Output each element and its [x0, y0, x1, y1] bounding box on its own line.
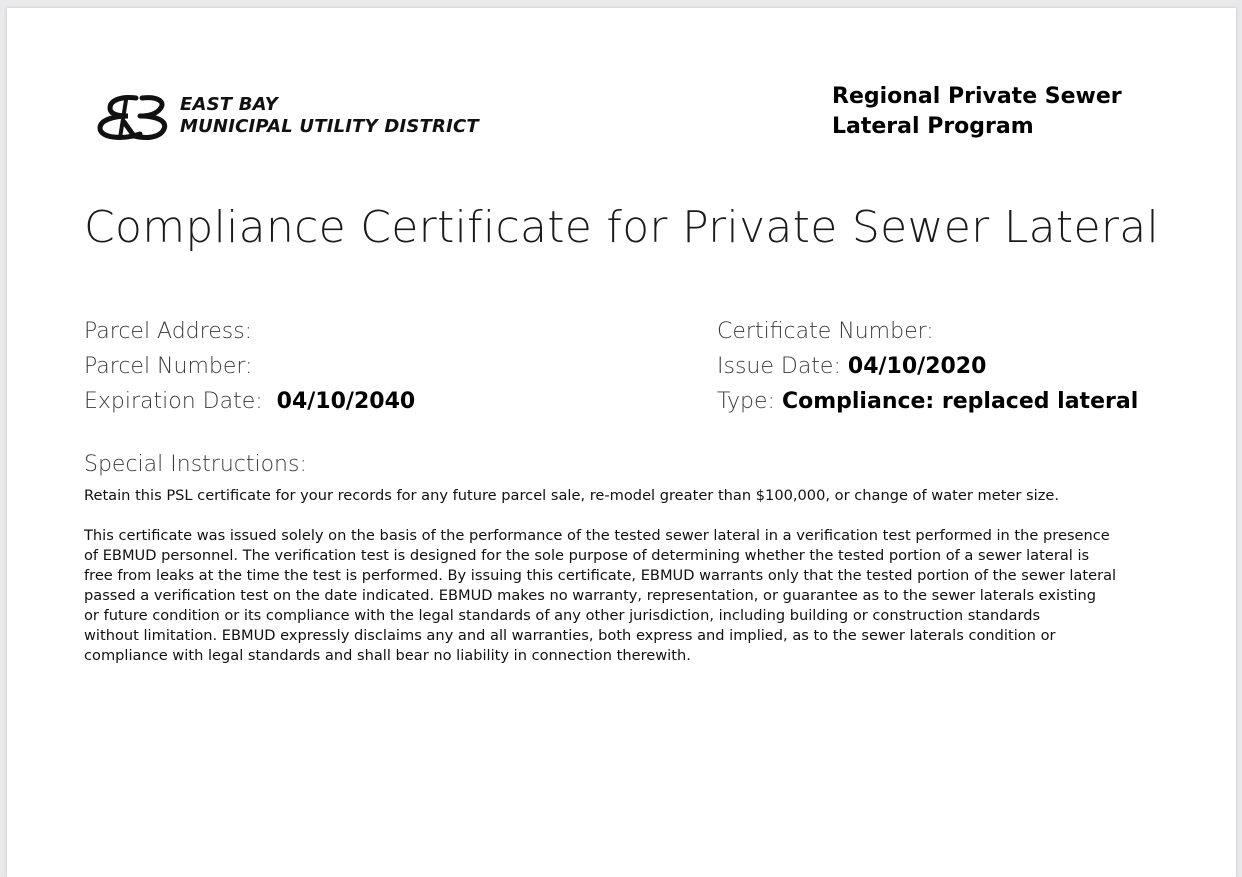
certificate-page	[7, 8, 1236, 877]
parcel-address-field	[84, 314, 415, 349]
disclaimer-line: free from leaks at the time the test is performed. By issuing this certificate, EBMUD warrants only that the tested portion of the sewer lateral	[84, 567, 1117, 584]
type-field	[717, 384, 1138, 419]
disclaimer-line: passed a verification test on the date indicated. EBMUD makes no warranty, representation, or guarantee as to the sewer laterals existing	[84, 587, 1096, 604]
disclaimer-line: This certificate was issued solely on the basis of the performance of the tested sewer lateral in a verification test performed in the presence	[84, 527, 1110, 544]
issue-date-label: Issue Date:	[717, 354, 841, 379]
parcel-fields	[84, 314, 415, 419]
org-name-line1: EAST BAY	[180, 94, 278, 115]
disclaimer-line: or future condition or its compliance with the legal standards of any other jurisdiction, including building or construction standards	[84, 607, 1041, 624]
expiration-date-value: 04/10/2040	[276, 389, 416, 414]
retain-instruction: Retain this PSL certificate for your records for any future parcel sale, re-model greater than $100,000, or change of water meter size.	[84, 487, 1059, 504]
type-value: Compliance: replaced lateral	[781, 389, 1139, 414]
org-name-line2: MUNICIPAL UTILITY DISTRICT	[180, 116, 479, 137]
expiration-date-label: Expiration Date:	[84, 389, 263, 414]
parcel-number-field	[84, 349, 415, 384]
expiration-date-field	[84, 384, 415, 419]
org-logo	[92, 94, 492, 146]
disclaimer-line: compliance with legal standards and shall bear no liability in connection therewith.	[84, 647, 691, 664]
parcel-address-label: Parcel Address:	[84, 319, 253, 344]
program-name	[832, 82, 1122, 142]
disclaimer-line: of EBMUD personnel. The verification test is designed for the sole purpose of determining whether the tested portion of a sewer lateral is	[84, 547, 1090, 564]
type-label: Type:	[717, 389, 775, 414]
program-name-line1: Regional Private Sewer	[832, 84, 1122, 109]
certificate-fields	[717, 314, 1138, 419]
issue-date-field	[717, 349, 1138, 384]
issue-date-value: 04/10/2020	[847, 354, 987, 379]
program-name-line2: Lateral Program	[832, 114, 1034, 139]
parcel-number-label: Parcel Number:	[84, 354, 253, 379]
disclaimer-line: without limitation. EBMUD expressly disclaims any and all warranties, both express and implied, as to the sewer laterals condition or	[84, 627, 1056, 644]
ebmud-logo-icon	[92, 94, 172, 144]
special-instructions-label: Special Instructions:	[84, 452, 307, 477]
certificate-number-label: Certificate Number:	[717, 319, 934, 344]
certificate-title: Compliance Certificate for Private Sewer Lateral	[84, 202, 1159, 253]
org-name	[180, 94, 479, 138]
certificate-number-field	[717, 314, 1138, 349]
disclaimer-paragraph	[84, 526, 1169, 666]
